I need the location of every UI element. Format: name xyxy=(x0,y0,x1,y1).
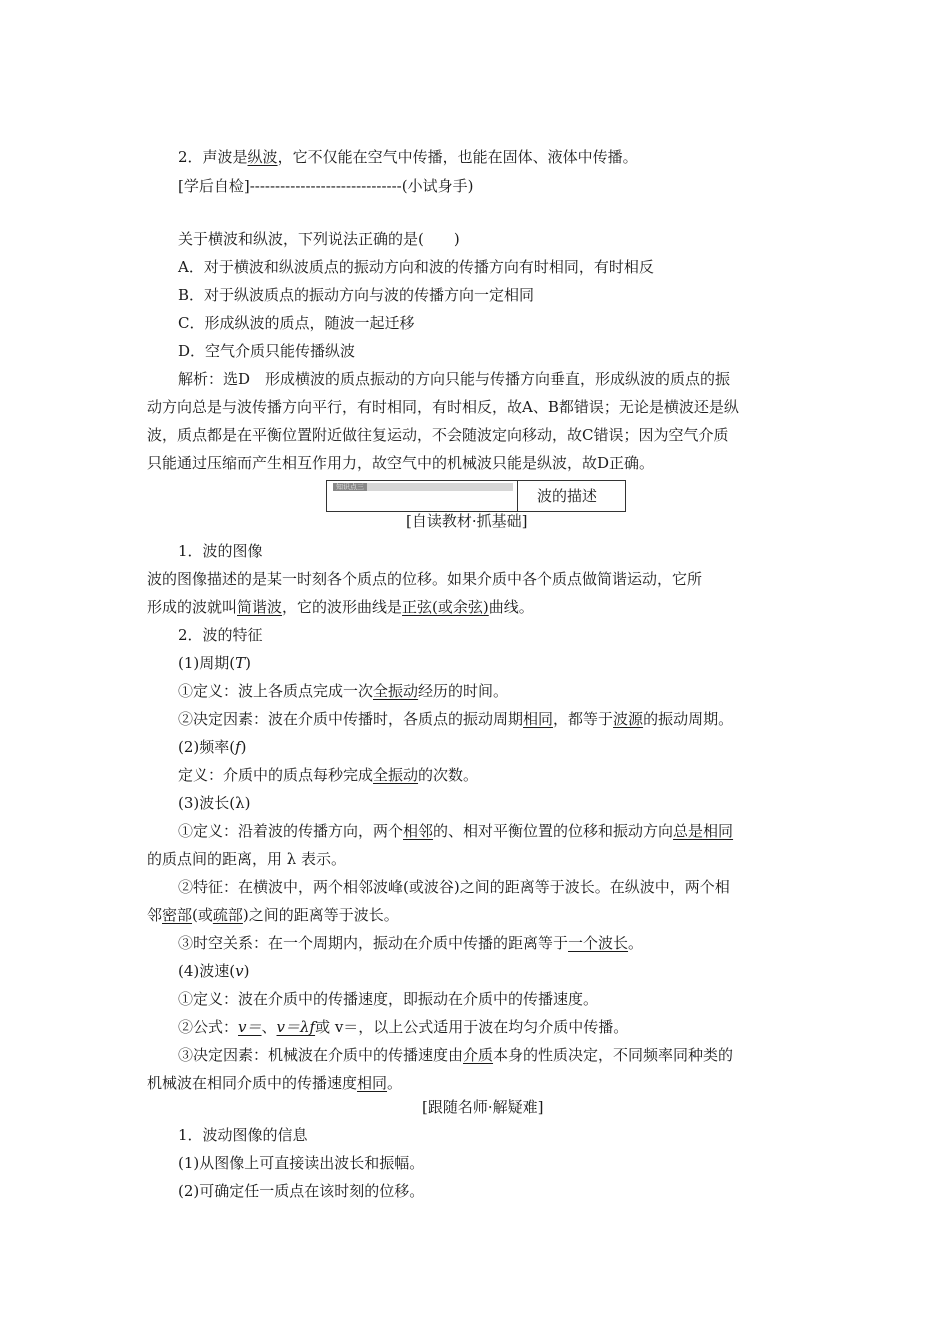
wavelength-spacetime: ③时空关系：在一个周期内，振动在介质中传播的距离等于一个波长。 xyxy=(178,934,644,952)
section-tag: 知识点三 xyxy=(333,483,513,491)
frequency-definition: 定义：介质中的质点每秒完成全振动的次数。 xyxy=(178,766,479,784)
self-check-header: [学后自检]------------------------------(小试身手) xyxy=(178,177,474,195)
wavelength-definition-2: 的质点间的距离，用 λ 表示。 xyxy=(147,850,347,868)
section-tag-cell xyxy=(327,481,518,511)
option-b: B．对于纵波质点的振动方向与波的传播方向一定相同 xyxy=(178,286,535,304)
option-d: D．空气介质只能传播纵波 xyxy=(178,342,356,360)
speed-factor-1: ③决定因素：机械波在介质中的传播速度由介质本身的性质决定，不同频率同种类的 xyxy=(178,1046,734,1064)
follow-teacher-header: [跟随名师·解疑难] xyxy=(422,1098,544,1116)
para-wave-image-1: 波的图像描述的是某一时刻各个质点的位移。如果介质中各个质点做简谐运动，它所 xyxy=(147,570,703,588)
underlined-term: 纵波 xyxy=(247,148,278,166)
period-definition: ①定义：波上各质点完成一次全振动经历的时间。 xyxy=(178,682,509,700)
analysis-line-1: 解析：选D 形成横波的质点振动的方向只能与传播方向垂直，形成纵波的质点的振 xyxy=(178,370,731,388)
info-item-2: (2)可确定任一质点在该时刻的位移。 xyxy=(178,1182,425,1200)
section-title: 波的描述 xyxy=(537,487,598,505)
question-stem: 关于横波和纵波，下列说法正确的是( ) xyxy=(178,230,460,248)
wavelength-definition-1: ①定义：沿着波的传播方向，两个相邻的、相对平衡位置的位移和振动方向总是相同 xyxy=(178,822,734,840)
speed-heading: (4)波速(v) xyxy=(178,962,250,980)
option-a: A．对于横波和纵波质点的振动方向和波的传播方向有时相同，有时相反 xyxy=(178,258,654,276)
wavelength-heading: (3)波长(λ) xyxy=(178,794,251,812)
section-header-box xyxy=(326,480,626,512)
speed-factor-2: 机械波在相同介质中的传播速度相同。 xyxy=(147,1074,403,1092)
item-2-line: 2．声波是纵波，它不仅能在空气中传播，也能在固体、液体中传播。 xyxy=(178,148,638,166)
heading-wave-graph-info: 1．波动图像的信息 xyxy=(178,1126,308,1144)
analysis-line-4: 只能通过压缩而产生相互作用力，故空气中的机械波只能是纵波，故D正确。 xyxy=(147,454,655,472)
speed-formula: ②公式：v＝、v＝λf或 v＝，以上公式适用于波在均匀介质中传播。 xyxy=(178,1018,629,1036)
frequency-heading: (2)频率(f) xyxy=(178,738,247,756)
wavelength-feature-1: ②特征：在横波中，两个相邻波峰(或波谷)之间的距离等于波长。在纵波中，两个相 xyxy=(178,878,730,896)
info-item-1: (1)从图像上可直接读出波长和振幅。 xyxy=(178,1154,425,1172)
period-heading: (1)周期(T) xyxy=(178,654,251,672)
analysis-line-2: 动方向总是与波传播方向平行，有时相同，有时相反，故A、B都错误；无论是横波还是纵 xyxy=(147,398,739,416)
analysis-line-3: 波，质点都是在平衡位置附近做往复运动，不会随波定向移动，故C错误；因为空气介质 xyxy=(147,426,729,444)
option-c: C．形成纵波的质点，随波一起迁移 xyxy=(178,314,415,332)
heading-wave-features: 2．波的特征 xyxy=(178,626,263,644)
self-read-header: [自读教材·抓基础] xyxy=(406,512,528,530)
para-wave-image-2: 形成的波就叫简谐波，它的波形曲线是正弦(或余弦)曲线。 xyxy=(147,598,534,616)
heading-wave-image: 1．波的图像 xyxy=(178,542,263,560)
period-factor: ②决定因素：波在介质中传播时，各质点的振动周期相同，都等于波源的振动周期。 xyxy=(178,710,734,728)
speed-definition: ①定义：波在介质中的传播速度，即振动在介质中的传播速度。 xyxy=(178,990,599,1008)
wavelength-feature-2: 邻密部(或疏部)之间的距离等于波长。 xyxy=(147,906,399,924)
